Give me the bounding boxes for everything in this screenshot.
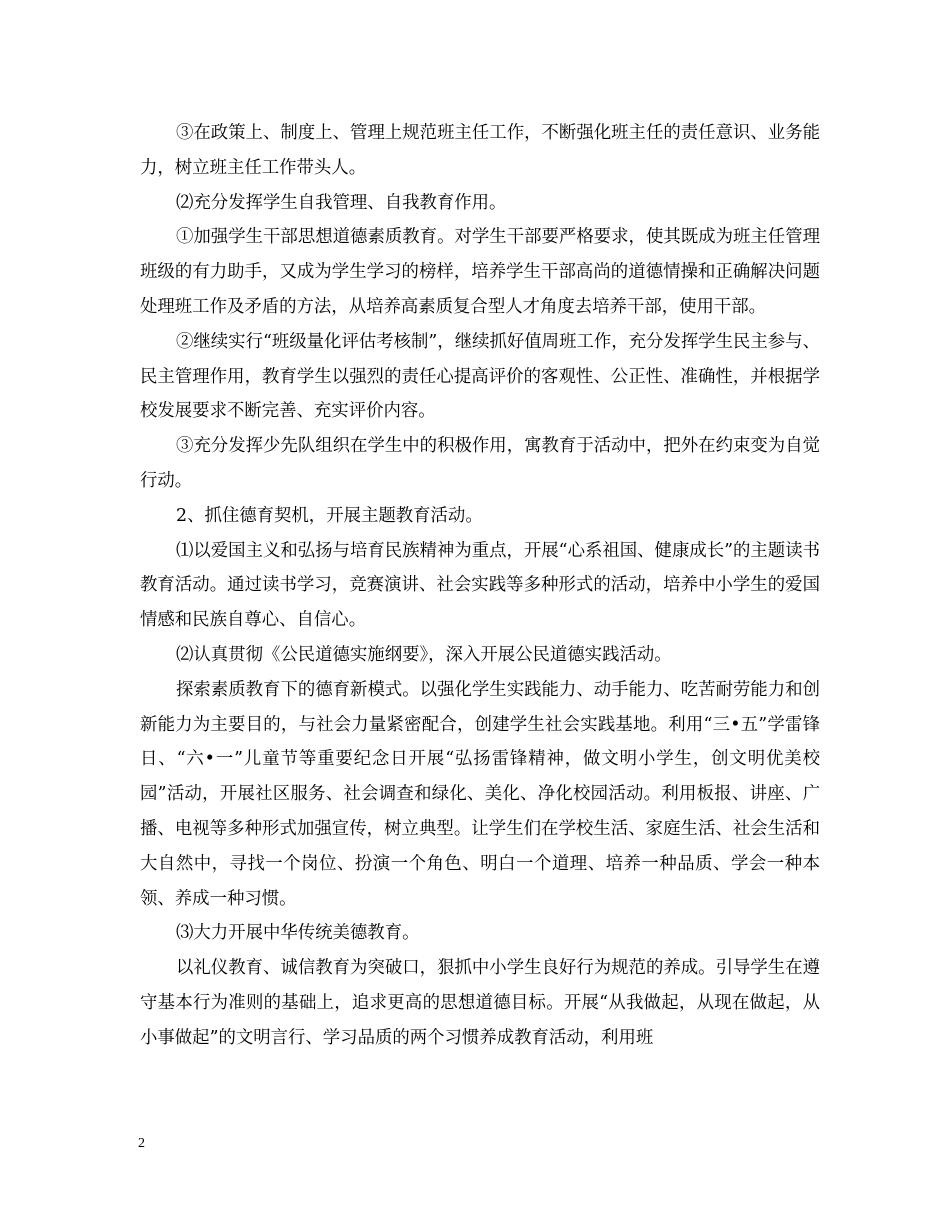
paragraph-11: 以礼仪教育、诚信教育为突破口，狠抓中小学生良好行为规范的养成。引导学生在遵守基本行为准则的基础上，追求更高的思想道德目标。开展“从我做起，从现在做起，从小事做起”的文明言行、学习品质的两个习惯养成教育活动，利用班 bbox=[140, 958, 820, 1048]
paragraph-4: ②继续实行“班级量化评估考核制”，继续抓好值周班工作，充分发挥学生民主参与、民主管理作用，教育学生以强烈的责任心提高评价的客观性、公正性、准确性，并根据学校发展要求不断完善、充实评价内容。 bbox=[140, 331, 820, 422]
paragraph-5: ③充分发挥少先队组织在学生中的积极作用，寓教育于活动中，把外在约束变为自觉行动。 bbox=[140, 436, 820, 491]
paragraph-7: ⑴以爱国主义和弘扬与培育民族精神为重点，开展“心系祖国、健康成长”的主题读书教育活动。通过读书学习，竞赛演讲、社会实践等多种形式的活动，培养中小学生的爱国情感和民族自尊心、自信心。 bbox=[140, 540, 820, 631]
paragraph-9: 探索素质教育下的德育新模式。以强化学生实践能力、动手能力、吃苦耐劳能力和创新能力为主要目的，与社会力量紧密配合，创建学生社会实践基地。利用“三•五”学雷锋日、“六•一”儿童节等重要纪念日开展“弘扬雷锋精神，做文明小学生，创文明优美校园”活动，开展社区服务、社会调查和绿化、美化、净化校园活动。利用板报、讲座、广播、电视等多种形式加强宣传，树立典型。让学生们在学校生活、家庭生活、社会生活和大自然中，寻找一个岗位、扮演一个角色、明白一个道理、培养一种品质、学会一种本领、养成一种习惯。 bbox=[140, 679, 820, 909]
paragraph-1: ③在政策上、制度上、管理上规范班主任工作，不断强化班主任的责任意识、业务能力，树立班主任工作带头人。 bbox=[140, 123, 820, 178]
document-body bbox=[140, 116, 820, 1056]
paragraph-2: ⑵充分发挥学生自我管理、自我教育作用。 bbox=[176, 192, 507, 213]
paragraph-10: ⑶大力开展中华传统美德教育。 bbox=[176, 923, 420, 944]
page-number: 2 bbox=[138, 1136, 145, 1151]
paragraph-8: ⑵认真贯彻《公民道德实施纲要》，深入开展公民道德实践活动。 bbox=[176, 644, 672, 665]
paragraph-3: ①加强学生干部思想道德素质教育。对学生干部要严格要求，使其既成为班主任管理班级的有力助手，又成为学生学习的榜样，培养学生干部高尚的道德情操和正确解决问题处理班工作及矛盾的方法，从培养高素质复合型人才角度去培养干部，使用干部。 bbox=[140, 227, 820, 317]
paragraph-6: 2、抓住德育契机，开展主题教育活动。 bbox=[176, 505, 483, 526]
